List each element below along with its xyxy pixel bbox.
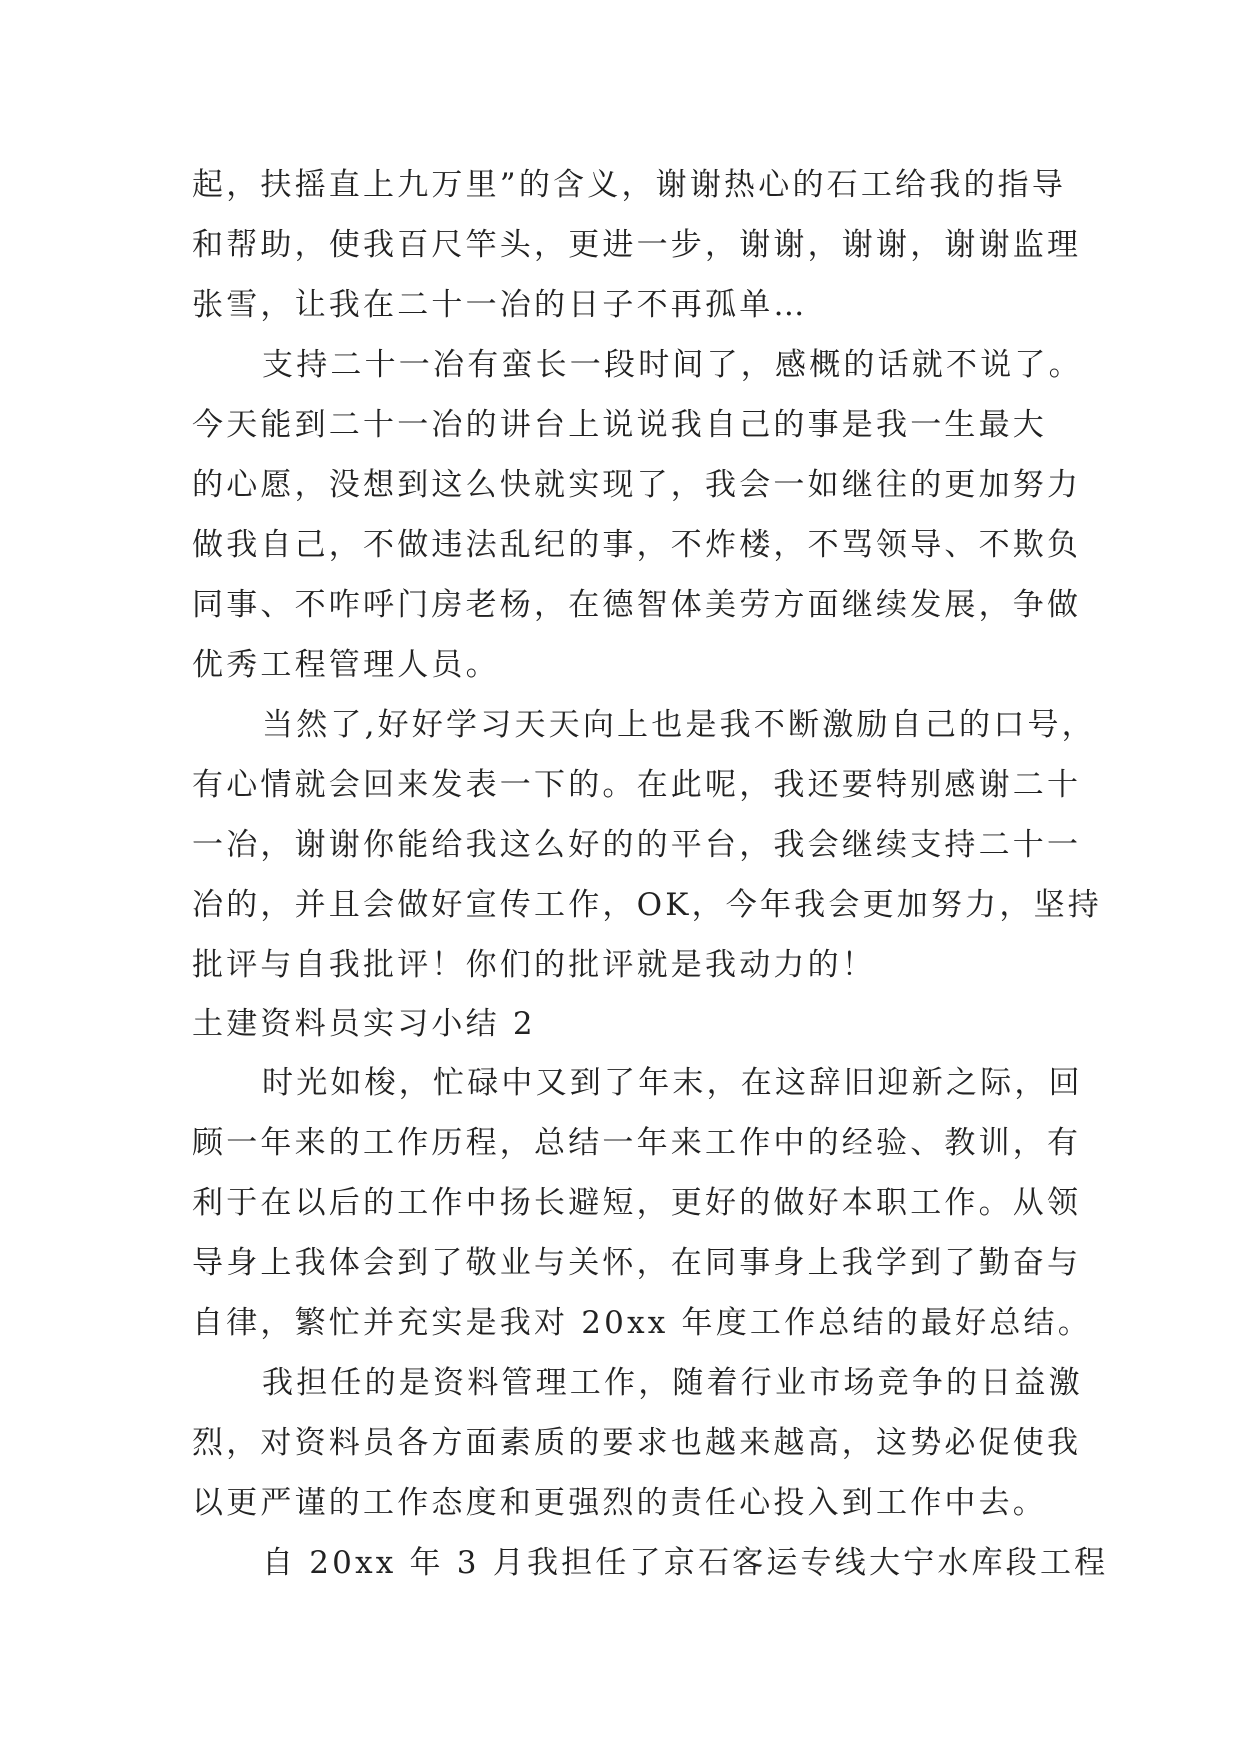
text-line: 顾一年来的工作历程，总结一年来工作中的经验、教训，有 [192,1125,1082,1161]
text-line: 自律，繁忙并充实是我对 20xx 年度工作总结的最好总结。 [192,1305,1092,1341]
text-line: 利于在以后的工作中扬长避短，更好的做好本职工作。从领 [192,1185,1082,1221]
text-line: 支持二十一冶有蛮长一段时间了，感概的话就不说了。 [262,347,1083,383]
text-line: 做我自己，不做违法乱纪的事，不炸楼，不骂领导、不欺负 [192,527,1082,563]
paragraph-of-course [192,695,1102,995]
text-line: 时光如梭，忙碌中又到了年末，在这辞旧迎新之际，回 [262,1065,1083,1101]
text-line: 导身上我体会到了敬业与关怀，在同事身上我学到了勤奋与 [192,1245,1082,1281]
section-title: 土建资料员实习小结 2 [192,1006,536,1042]
paragraph-responsibility [192,1353,1083,1533]
text-line: 的心愿，没想到这么快就实现了，我会一如继往的更加努力 [192,467,1082,503]
text-line: 自 20xx 年 3 月我担任了京石客运专线大宁水库段工程 [262,1545,1109,1581]
text-line: 批评与自我批评！你们的批评就是我动力的！ [192,947,876,983]
paragraph-since-march [192,1533,1109,1593]
paragraph-support [192,335,1083,695]
text-line: 一冶，谢谢你能给我这么好的的平台，我会继续支持二十一 [192,827,1082,863]
paragraph-time-flies [192,1053,1092,1353]
text-line: 以更严谨的工作态度和更强烈的责任心投入到工作中去。 [192,1485,1047,1521]
text-line: 我担任的是资料管理工作，随着行业市场竞争的日益激 [262,1365,1083,1401]
text-line: 优秀工程管理人员。 [192,647,500,683]
document-body [192,155,1109,1593]
text-line: 冶的，并且会做好宣传工作，OK，今年我会更加努力，坚持 [192,887,1102,923]
text-line: 同事、不咋呼门房老杨，在德智体美劳方面继续发展，争做 [192,587,1082,623]
text-line: 张雪，让我在二十一冶的日子不再孤单… [192,287,808,323]
text-line: 今天能到二十一冶的讲台上说说我自己的事是我一生最大 [192,407,1047,443]
text-line: 当然了,好好学习天天向上也是我不断激励自己的口号， [262,707,1096,743]
text-line: 有心情就会回来发表一下的。在此呢，我还要特别感谢二十 [192,767,1082,803]
paragraph-continuation [192,155,1082,335]
text-line: 和帮助，使我百尺竿头，更进一步，谢谢，谢谢，谢谢监理 [192,227,1082,263]
text-line: 烈，对资料员各方面素质的要求也越来越高，这势必促使我 [192,1425,1082,1461]
text-line: 起，扶摇直上九万里”的含义，谢谢热心的石工给我的指导 [192,167,1067,203]
